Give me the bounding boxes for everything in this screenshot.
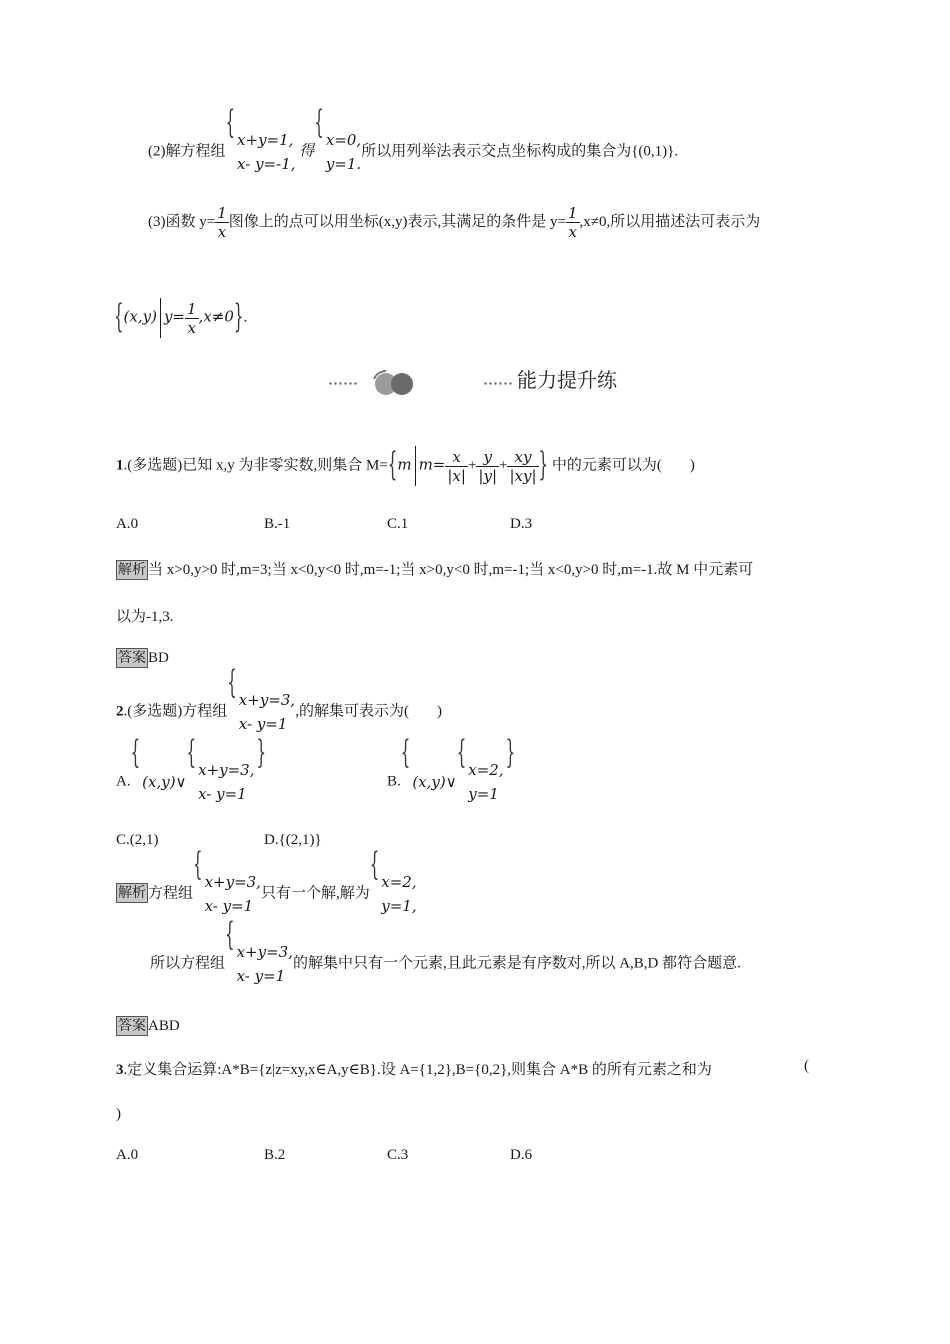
analysis-tag: 解析 bbox=[118, 562, 146, 578]
fraction bbox=[476, 448, 499, 485]
option-c[interactable]: C.1 bbox=[387, 516, 409, 532]
equation: x- y=1 bbox=[204, 897, 254, 915]
brace-right: } bbox=[538, 444, 549, 485]
system-equations: { x+y=1, x- y=-1, bbox=[226, 128, 296, 176]
dots-left bbox=[328, 382, 358, 385]
denominator: |y| bbox=[478, 466, 498, 485]
question-stem: .(多选题)方程组 bbox=[123, 703, 228, 720]
system-equations: { x+y=3, x- y=1 bbox=[227, 688, 295, 736]
option-c[interactable]: C.3 bbox=[387, 1147, 409, 1163]
option-label: A. bbox=[116, 773, 131, 790]
equation: x- y=1 bbox=[236, 967, 286, 985]
paren-open: ( bbox=[804, 1058, 809, 1074]
answer-tag: 答案 bbox=[118, 1018, 146, 1034]
item-3-mid2: ,x≠0,所以用描述法可表示为 bbox=[579, 213, 761, 230]
fraction bbox=[566, 204, 580, 241]
set-braces: { (x,y)∨ { x=2, y=1 } bbox=[401, 758, 515, 806]
analysis-2-cont bbox=[150, 915, 741, 988]
option-d[interactable]: D.3 bbox=[510, 516, 533, 532]
system-solution: { x=0, y=1. bbox=[314, 128, 361, 176]
set-element: (x,y)∨ bbox=[142, 773, 187, 791]
question-3 bbox=[116, 1058, 712, 1079]
item-2-prefix: (2)解方程组 bbox=[148, 143, 226, 160]
numerator: 1 bbox=[217, 204, 227, 222]
answer-tag: 答案 bbox=[118, 650, 146, 666]
item-3 bbox=[148, 204, 760, 241]
denominator: |x| bbox=[447, 466, 466, 485]
question-after: ,的解集可表示为( bbox=[295, 703, 409, 720]
answer-value: BD bbox=[148, 650, 169, 666]
rings-icon bbox=[366, 369, 422, 399]
system-equations: { x+y=3, x- y=1 bbox=[193, 870, 261, 918]
equation: x=2, bbox=[468, 761, 504, 779]
numerator: 1 bbox=[187, 299, 197, 318]
analysis-line-2: 以为-1,3. bbox=[116, 609, 174, 625]
set-bar bbox=[415, 446, 416, 486]
numerator: x bbox=[445, 448, 468, 467]
set-var: m bbox=[397, 455, 412, 474]
set-expression bbox=[114, 298, 247, 338]
answer-value: ABD bbox=[148, 1018, 180, 1034]
question-stem: .定义集合运算:A*B={z|z=xy,x∈A,y∈B}.设 A={1,2},B={0,2},则集合 A*B 的所有元素之和为 bbox=[123, 1062, 712, 1078]
option-d[interactable]: D.6 bbox=[510, 1147, 533, 1163]
analysis-1 bbox=[116, 558, 753, 580]
fraction bbox=[445, 448, 468, 485]
section-title: 能力提升练 bbox=[517, 368, 617, 392]
denominator: |xy| bbox=[509, 466, 537, 485]
set-element: (x,y) bbox=[123, 307, 157, 326]
option-b[interactable]: B.-1 bbox=[264, 516, 291, 532]
item-2 bbox=[148, 103, 679, 176]
question-number: 1 bbox=[116, 457, 124, 474]
plus-sign: + bbox=[467, 457, 477, 474]
equation: x+y=3, bbox=[198, 761, 255, 779]
plus-sign: + bbox=[499, 457, 508, 474]
analysis-tag: 解析 bbox=[118, 885, 146, 902]
item-2-suffix: 所以用列举法表示交点坐标构成的集合为{(0,1)}. bbox=[361, 143, 679, 160]
denominator: x bbox=[568, 223, 577, 241]
item-3-prefix: (3)函数 y= bbox=[148, 213, 216, 230]
item-3-mid: 图像上的点可以用坐标(x,y)表示,其满足的条件是 y= bbox=[228, 213, 566, 230]
equation: x=0, bbox=[325, 131, 362, 149]
set-condition-tail: ,x≠0 bbox=[198, 307, 234, 326]
question-stem: .(多选题)已知 x,y 为非零实数,则集合 M= bbox=[123, 457, 388, 474]
numerator: xy bbox=[507, 448, 538, 467]
set-condition: m= bbox=[418, 455, 446, 474]
equation: x- y=1 bbox=[198, 785, 247, 803]
set-condition: y= bbox=[163, 307, 185, 326]
de-word: 得 bbox=[299, 143, 315, 160]
option-a[interactable] bbox=[116, 733, 267, 806]
system-equations: { x+y=3, x- y=1 bbox=[225, 940, 293, 988]
option-a[interactable]: A.0 bbox=[116, 1147, 139, 1163]
question-2 bbox=[116, 663, 442, 736]
denominator: x bbox=[217, 223, 227, 241]
paren-close: ) bbox=[116, 1106, 121, 1122]
analysis-line: 当 x>0,y>0 时,m=3;当 x<0,y<0 时,m=-1;当 x>0,y<0 时,m=-1;当 x<0,y>0 时,m=-1.故 M 中元素可 bbox=[148, 562, 754, 578]
option-b[interactable]: B.2 bbox=[264, 1147, 286, 1163]
brace-left: { bbox=[387, 444, 398, 485]
brace-right: } bbox=[233, 296, 244, 337]
equation: y=1 bbox=[468, 785, 499, 803]
option-d[interactable]: D.{(2,1)} bbox=[264, 832, 322, 848]
brace-left: { bbox=[114, 296, 124, 337]
analysis-2 bbox=[116, 845, 417, 918]
set-element: (x,y)∨ bbox=[412, 773, 457, 791]
question-after: 中的元素可以为( bbox=[551, 457, 662, 474]
fraction bbox=[185, 300, 199, 337]
denominator: x bbox=[187, 318, 196, 337]
equation: y=1, bbox=[381, 897, 417, 915]
question-number: 2 bbox=[116, 703, 124, 720]
set-bar bbox=[160, 298, 161, 338]
analysis-text: 方程组 bbox=[148, 885, 194, 902]
equation: x+y=1, bbox=[237, 131, 294, 149]
dots-right bbox=[483, 382, 513, 385]
period: . bbox=[243, 309, 248, 326]
paren-close: ) bbox=[436, 703, 442, 720]
answer-2 bbox=[116, 1016, 180, 1036]
equation: y=1. bbox=[325, 155, 362, 173]
equation: x=2, bbox=[381, 873, 417, 891]
option-c[interactable]: C.(2,1) bbox=[116, 832, 159, 848]
fraction bbox=[215, 204, 229, 241]
numerator: y bbox=[476, 448, 499, 467]
section-heading bbox=[328, 364, 617, 398]
analysis-text: 的解集中只有一个元素,且此元素是有序数对,所以 A,B,D 都符合题意. bbox=[292, 955, 741, 972]
answer-1 bbox=[116, 648, 169, 668]
analysis-text: 所以方程组 bbox=[150, 955, 226, 972]
question-1 bbox=[116, 446, 695, 486]
paren-close: ) bbox=[689, 457, 695, 474]
set-braces: { (x,y)∨ { x+y=3, x- y=1 } bbox=[131, 758, 266, 806]
fraction bbox=[507, 448, 538, 485]
question-number: 3 bbox=[116, 1062, 124, 1078]
option-a[interactable]: A.0 bbox=[116, 516, 139, 532]
system-solution: { x=2, y=1, bbox=[370, 870, 417, 918]
option-label: B. bbox=[387, 773, 401, 790]
equation: x+y=3, bbox=[236, 943, 293, 961]
equation: x+y=3, bbox=[204, 873, 261, 891]
equation: x- y=1 bbox=[238, 715, 288, 733]
analysis-text: 只有一个解,解为 bbox=[260, 885, 370, 902]
equation: x+y=3, bbox=[238, 691, 296, 709]
numerator: 1 bbox=[567, 204, 578, 222]
option-b[interactable] bbox=[387, 733, 516, 806]
equation: x- y=-1, bbox=[237, 155, 296, 173]
